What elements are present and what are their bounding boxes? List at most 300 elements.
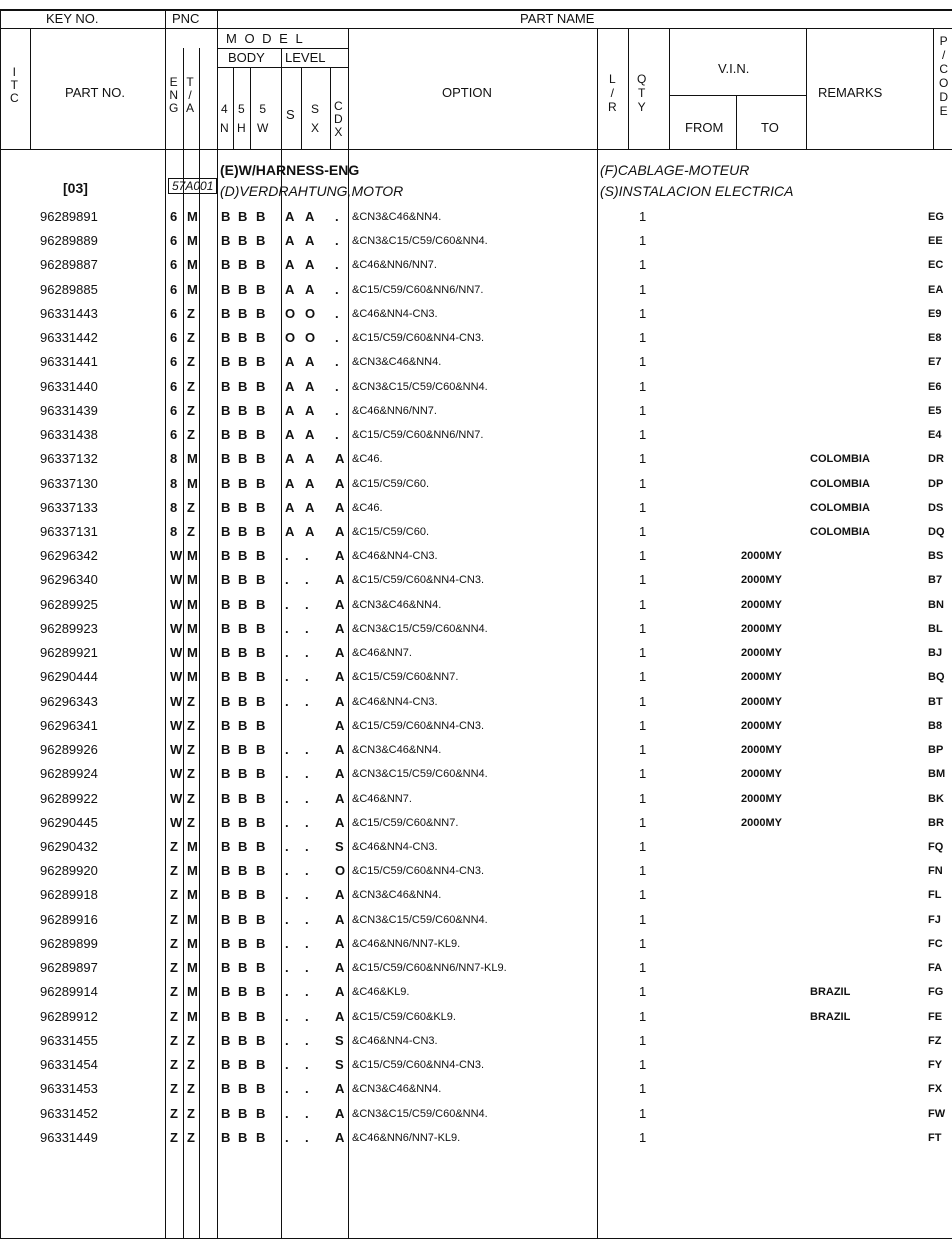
level-cdx: A	[335, 790, 345, 806]
body-5h: B	[238, 960, 248, 976]
level-sx: .	[305, 1057, 309, 1073]
quantity: 1	[639, 330, 647, 346]
body-5h: B	[238, 596, 248, 612]
lr-char: /	[610, 86, 614, 100]
option-code: &CN3&C15/C59/C60&NN4.	[352, 380, 488, 393]
level-s: .	[285, 1105, 289, 1121]
level-cdx: A	[335, 1008, 345, 1024]
quantity: 1	[639, 1032, 647, 1048]
itc-char: I	[12, 65, 16, 79]
option-code: &C15/C59/C60&NN4-CN3.	[352, 719, 485, 732]
eng-code: Z	[170, 1105, 178, 1121]
eng-code: W	[170, 669, 183, 685]
table-row	[0, 617, 952, 641]
table-row	[0, 229, 952, 253]
trans-code: M	[187, 984, 198, 1000]
body-5w: B	[256, 960, 266, 976]
p-code: DS	[928, 501, 944, 514]
option-code: &CN3&C46&NN4.	[352, 744, 442, 757]
vin-to: 2000MY	[741, 647, 782, 660]
part-number: 96337130	[40, 475, 98, 491]
key-no-header: KEY NO.	[46, 11, 99, 26]
p-code: B7	[928, 574, 943, 587]
level-s: A	[285, 257, 295, 273]
body-5h: B	[238, 330, 248, 346]
body-4n: B	[221, 935, 231, 951]
eng-code: 8	[170, 499, 178, 515]
table-row	[0, 859, 952, 883]
body-4n: B	[221, 596, 231, 612]
table-row	[0, 593, 952, 617]
trans-code: M	[187, 475, 198, 491]
eng-code: Z	[170, 863, 178, 879]
header-rule-1	[0, 28, 952, 29]
body-col-char: 5	[259, 102, 266, 116]
p-code: E9	[928, 307, 942, 320]
body-5w: B	[256, 596, 266, 612]
lr-header	[608, 72, 617, 114]
qty-header	[637, 72, 646, 114]
body-5w: B	[256, 693, 266, 709]
body-5w: B	[256, 305, 266, 321]
option-header: OPTION	[442, 85, 492, 100]
body-5h: B	[238, 911, 248, 927]
part-no-header: PART NO.	[65, 85, 125, 100]
quantity: 1	[639, 1105, 647, 1121]
eng-code: W	[170, 693, 183, 709]
quantity: 1	[639, 1129, 647, 1145]
level-sx: .	[305, 1008, 309, 1024]
eng-code: 6	[170, 330, 178, 346]
trans-code: Z	[187, 814, 195, 830]
option-code: &C46&NN6/NN7-KL9.	[352, 937, 461, 950]
body-5h: B	[238, 257, 248, 273]
body-5h: B	[238, 984, 248, 1000]
body-5w: B	[256, 645, 266, 661]
vin-to: 2000MY	[741, 744, 782, 757]
level-cdx: A	[335, 935, 345, 951]
body-4n: B	[221, 984, 231, 1000]
trans-code: M	[187, 233, 198, 249]
body-5h: B	[238, 209, 248, 224]
level-s: A	[285, 523, 295, 539]
body-4n: B	[221, 693, 231, 709]
body-4n: B	[221, 499, 231, 515]
level-sx-char: S	[311, 102, 320, 116]
level-sx: A	[305, 499, 315, 515]
level-cdx: A	[335, 499, 345, 515]
table-row	[0, 205, 952, 229]
quantity: 1	[639, 960, 647, 976]
quantity: 1	[639, 451, 647, 467]
body-4n: B	[221, 620, 231, 636]
quantity: 1	[639, 402, 647, 418]
table-row	[0, 665, 952, 689]
part-number: 96331453	[40, 1081, 98, 1097]
quantity: 1	[639, 984, 647, 1000]
p-code: FG	[928, 986, 944, 999]
p-code: FY	[928, 1059, 943, 1072]
quantity: 1	[639, 814, 647, 830]
body-col-char: 5	[237, 102, 245, 116]
body-5w: B	[256, 717, 266, 733]
quantity: 1	[639, 838, 647, 854]
part-number: 96289923	[40, 620, 98, 636]
p-code: BQ	[928, 671, 945, 684]
level-cdx: A	[335, 693, 345, 709]
level-sx: .	[305, 669, 309, 685]
body-4n: B	[221, 717, 231, 733]
body-5w: B	[256, 742, 266, 758]
trans-code: M	[187, 887, 198, 903]
option-code: &C15/C59/C60&NN4-CN3.	[352, 574, 485, 587]
level-sx: .	[305, 790, 309, 806]
option-code: &CN3&C15/C59/C60&NN4.	[352, 622, 488, 635]
level-s: A	[285, 402, 295, 418]
remarks: BRAZIL	[810, 986, 851, 999]
level-s: O	[285, 305, 296, 321]
level-cdx: A	[335, 766, 345, 782]
part-number: 96289921	[40, 645, 98, 661]
level-s: .	[285, 911, 289, 927]
level-cdx: A	[335, 887, 345, 903]
option-code: &C46.	[352, 501, 383, 514]
body-5w: B	[256, 887, 266, 903]
eng-code: W	[170, 742, 183, 758]
option-code: &C46&NN4-CN3.	[352, 840, 438, 853]
quantity: 1	[639, 233, 647, 249]
level-cdx: .	[335, 378, 339, 394]
eng-char: N	[169, 88, 178, 102]
level-s: A	[285, 427, 295, 443]
vin-to: 2000MY	[741, 719, 782, 732]
part-number: 96331442	[40, 330, 98, 346]
level-sx: .	[305, 814, 309, 830]
p-code: E6	[928, 380, 942, 393]
body-5h: B	[238, 451, 248, 467]
eng-code: 6	[170, 402, 178, 418]
body-5h: B	[238, 354, 248, 370]
level-s: A	[285, 475, 295, 491]
ta-header	[186, 76, 194, 115]
body-4n: B	[221, 766, 231, 782]
body-5w: B	[256, 1129, 266, 1145]
p-code: BK	[928, 792, 944, 805]
part-number: 96331438	[40, 427, 98, 443]
level-sx: .	[305, 984, 309, 1000]
option-code: &C15/C59/C60&NN6/NN7.	[352, 283, 484, 296]
quantity: 1	[639, 305, 647, 321]
table-row	[0, 1102, 952, 1126]
body-5w: B	[256, 1032, 266, 1048]
table-row	[0, 253, 952, 277]
level-s: .	[285, 1008, 289, 1024]
body-5w: B	[256, 548, 266, 564]
header-bottom-rule	[0, 149, 952, 150]
body-4n-header	[220, 100, 229, 138]
option-code: &CN3&C15/C59/C60&NN4.	[352, 913, 488, 926]
body-5h: B	[238, 742, 248, 758]
grid-line-vin-mid	[736, 95, 737, 149]
level-sx: O	[305, 305, 316, 321]
p-code: BT	[928, 695, 943, 708]
body-5h: B	[238, 838, 248, 854]
eng-char: G	[169, 101, 179, 115]
trans-code: M	[187, 911, 198, 927]
body-4n: B	[221, 1129, 231, 1145]
body-5w: B	[256, 451, 266, 467]
level-cdx: .	[335, 281, 339, 297]
level-sx: A	[305, 281, 315, 297]
itc-char: C	[10, 91, 19, 105]
trans-code: Z	[187, 330, 195, 346]
option-code: &C15/C59/C60&NN4-CN3.	[352, 865, 485, 878]
part-number: 96289897	[40, 960, 98, 976]
level-cdx-char: X	[334, 125, 343, 139]
part-number: 96331443	[40, 305, 98, 321]
body-4n: B	[221, 475, 231, 491]
option-code: &C15/C59/C60&NN6/NN7-KL9.	[352, 962, 507, 975]
trans-code: Z	[187, 717, 195, 733]
part-number: 96296341	[40, 717, 98, 733]
level-sx: .	[305, 693, 309, 709]
quantity: 1	[639, 596, 647, 612]
group-name-french: (F)CABLAGE-MOTEUR	[600, 162, 750, 178]
body-5w: B	[256, 402, 266, 418]
quantity: 1	[639, 499, 647, 515]
body-4n: B	[221, 790, 231, 806]
table-row	[0, 1077, 952, 1101]
quantity: 1	[639, 863, 647, 879]
option-code: &C46&NN6/NN7-KL9.	[352, 1131, 461, 1144]
vin-to-header: TO	[761, 120, 779, 135]
level-sx: .	[305, 1032, 309, 1048]
p-code: EA	[928, 283, 944, 296]
body-5h: B	[238, 305, 248, 321]
option-code: &CN3&C15/C59/C60&NN4.	[352, 1107, 488, 1120]
trans-code: M	[187, 863, 198, 879]
part-number: 96331439	[40, 402, 98, 418]
table-row	[0, 1053, 952, 1077]
body-5h: B	[238, 766, 248, 782]
grid-line-body-sub2	[250, 67, 251, 149]
body-5h: B	[238, 378, 248, 394]
p-code: FX	[928, 1083, 943, 1096]
part-number: 96289912	[40, 1008, 98, 1024]
quantity: 1	[639, 742, 647, 758]
level-cdx: A	[335, 717, 345, 733]
part-number: 96289885	[40, 281, 98, 297]
level-cdx: A	[335, 1081, 345, 1097]
table-row	[0, 568, 952, 592]
body-5h-header	[237, 100, 246, 138]
table-row	[0, 762, 952, 786]
vin-to: 2000MY	[741, 671, 782, 684]
level-s: .	[285, 742, 289, 758]
trans-code: Z	[187, 523, 195, 539]
trans-code: Z	[187, 499, 195, 515]
level-s: A	[285, 378, 295, 394]
pcode-char: E	[939, 104, 948, 118]
body-4n: B	[221, 281, 231, 297]
group-name-english: (E)W/HARNESS-ENG	[220, 162, 360, 178]
lr-char: R	[608, 100, 617, 114]
p-code: FA	[928, 962, 943, 975]
option-code: &C15/C59/C60&NN4-CN3.	[352, 332, 485, 345]
level-s: A	[285, 281, 295, 297]
level-s: .	[285, 1057, 289, 1073]
part-number: 96331440	[40, 378, 98, 394]
p-code: BJ	[928, 647, 943, 660]
body-4n: B	[221, 669, 231, 685]
trans-code: Z	[187, 305, 195, 321]
body-col-char: N	[220, 121, 229, 135]
p-code: BM	[928, 768, 946, 781]
level-s: .	[285, 838, 289, 854]
body-5w: B	[256, 766, 266, 782]
body-4n: B	[221, 233, 231, 249]
part-number: 96331455	[40, 1032, 98, 1048]
group-name-spanish: (S)INSTALACION ELECTRICA	[600, 183, 794, 199]
table-row	[0, 787, 952, 811]
eng-code: Z	[170, 960, 178, 976]
part-number: 96331441	[40, 354, 98, 370]
body-4n: B	[221, 960, 231, 976]
body-5w: B	[256, 475, 266, 491]
level-cdx: S	[335, 1032, 344, 1048]
body-5h: B	[238, 499, 248, 515]
grid-line-remarks	[806, 28, 807, 149]
grid-line-qty	[628, 28, 629, 149]
eng-code: 6	[170, 233, 178, 249]
table-row	[0, 956, 952, 980]
p-code: FQ	[928, 840, 944, 853]
body-5w: B	[256, 911, 266, 927]
table-row	[0, 447, 952, 471]
itc-header	[10, 66, 19, 105]
level-cdx: A	[335, 960, 345, 976]
vin-to: 2000MY	[741, 816, 782, 829]
level-s: .	[285, 548, 289, 564]
p-code: BS	[928, 550, 944, 563]
trans-code: M	[187, 1008, 198, 1024]
quantity: 1	[639, 572, 647, 588]
eng-code: 8	[170, 475, 178, 491]
table-row	[0, 472, 952, 496]
level-sx: .	[305, 742, 309, 758]
table-row	[0, 423, 952, 447]
table-row	[0, 738, 952, 762]
table-row	[0, 326, 952, 350]
trans-code: Z	[187, 1057, 195, 1073]
body-5h: B	[238, 1081, 248, 1097]
remarks: COLOMBIA	[810, 525, 870, 538]
body-5w: B	[256, 1081, 266, 1097]
trans-code: M	[187, 548, 198, 564]
level-s: .	[285, 984, 289, 1000]
table-row	[0, 1029, 952, 1053]
body-4n: B	[221, 887, 231, 903]
vin-header: V.I.N.	[718, 61, 750, 76]
body-5w: B	[256, 257, 266, 273]
body-5w: B	[256, 1105, 266, 1121]
part-number: 96331452	[40, 1105, 98, 1121]
quantity: 1	[639, 620, 647, 636]
body-5w: B	[256, 209, 266, 224]
quantity: 1	[639, 281, 647, 297]
option-code: &C15/C59/C60&NN7.	[352, 671, 459, 684]
part-number: 96289922	[40, 790, 98, 806]
option-code: &C15/C59/C60.	[352, 477, 430, 490]
body-5w: B	[256, 523, 266, 539]
level-s: A	[285, 209, 295, 224]
trans-code: Z	[187, 378, 195, 394]
vin-to: 2000MY	[741, 598, 782, 611]
body-5h: B	[238, 1105, 248, 1121]
level-s: .	[285, 790, 289, 806]
body-5w: B	[256, 984, 266, 1000]
bottom-rule	[0, 1238, 952, 1239]
table-row	[0, 520, 952, 544]
trans-code: M	[187, 596, 198, 612]
level-s: .	[285, 645, 289, 661]
option-code: &C46&NN4-CN3.	[352, 695, 438, 708]
body-5w: B	[256, 790, 266, 806]
body-4n: B	[221, 863, 231, 879]
eng-code: Z	[170, 1057, 178, 1073]
body-4n: B	[221, 814, 231, 830]
vin-to: 2000MY	[741, 695, 782, 708]
remarks: BRAZIL	[810, 1010, 851, 1023]
quantity: 1	[639, 766, 647, 782]
body-5w: B	[256, 935, 266, 951]
level-sx: .	[305, 596, 309, 612]
table-row	[0, 932, 952, 956]
level-s: A	[285, 233, 295, 249]
body-4n: B	[221, 838, 231, 854]
remarks: COLOMBIA	[810, 477, 870, 490]
level-s: .	[285, 814, 289, 830]
remarks: COLOMBIA	[810, 501, 870, 514]
body-5h: B	[238, 620, 248, 636]
option-code: &C46&KL9.	[352, 986, 410, 999]
body-header: BODY	[228, 50, 265, 65]
trans-code: M	[187, 257, 198, 273]
table-row	[0, 350, 952, 374]
eng-code: W	[170, 620, 183, 636]
body-5w: B	[256, 427, 266, 443]
level-cdx: A	[335, 451, 345, 467]
p-code: DQ	[928, 525, 945, 538]
part-name-header: PART NAME	[520, 11, 595, 26]
p-code: FC	[928, 937, 943, 950]
level-s: .	[285, 572, 289, 588]
eng-code: 6	[170, 378, 178, 394]
grid-line-level-sub1	[301, 67, 302, 149]
trans-code: M	[187, 572, 198, 588]
table-row	[0, 690, 952, 714]
part-number: 96296343	[40, 693, 98, 709]
trans-code: Z	[187, 742, 195, 758]
level-cdx: A	[335, 911, 345, 927]
eng-code: 6	[170, 427, 178, 443]
body-col-char: H	[237, 121, 246, 135]
level-sx: .	[305, 1105, 309, 1121]
eng-code: 6	[170, 281, 178, 297]
p-code: E5	[928, 404, 942, 417]
quantity: 1	[639, 693, 647, 709]
quantity: 1	[639, 378, 647, 394]
